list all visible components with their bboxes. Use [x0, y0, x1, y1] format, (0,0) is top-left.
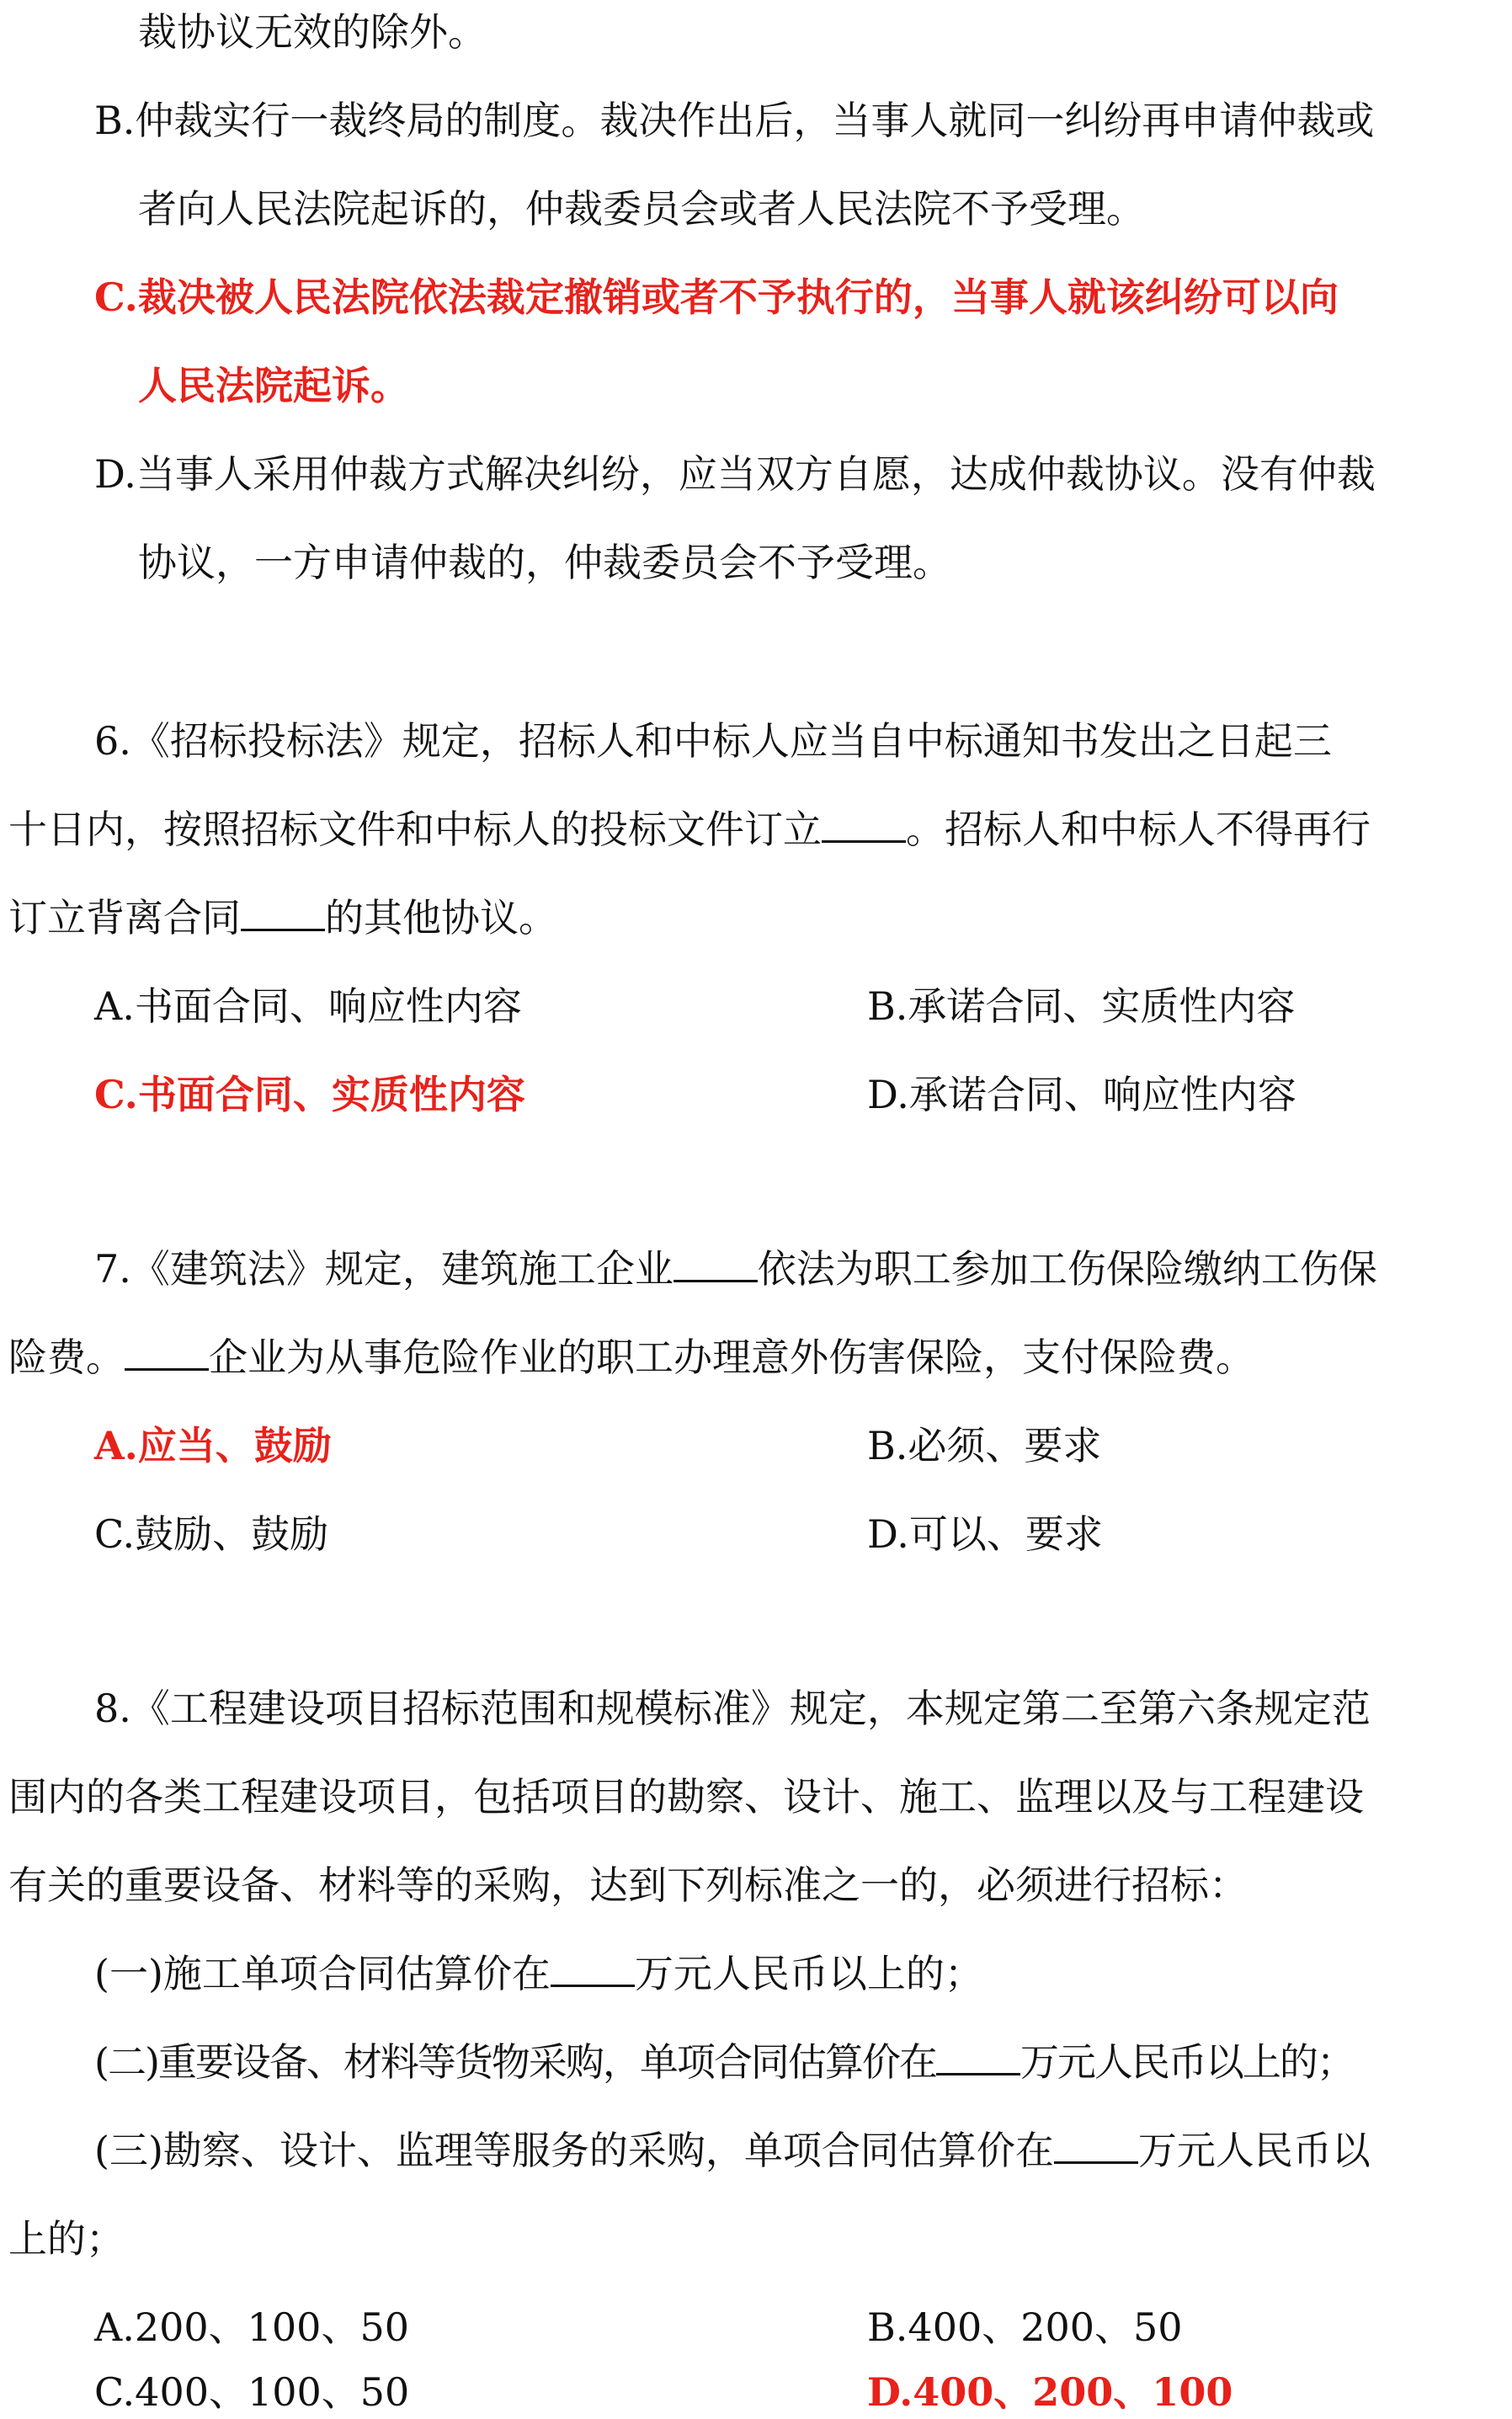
q7-option-b: B.必须、要求	[867, 1423, 1102, 1468]
q7-stem-line2	[8, 1330, 1254, 1384]
q7-stem-line2-text-b: 企业为从事危险作业的职工办理意外伤害保险，支付保险费。	[209, 1335, 1254, 1380]
q6-stem-line3	[8, 891, 557, 945]
q7-option-a-answer: A.应当、鼓励	[94, 1423, 332, 1468]
q6-blank-1	[822, 807, 906, 843]
q8-item-2-text-a: (二)重要设备、材料等货物采购，单项合同估算价在	[94, 2039, 936, 2085]
q8-option-a: A.200、100、50	[94, 2304, 409, 2350]
q7-stem-line1-text-b: 依法为职工参加工伤保险缴纳工伤保	[757, 1246, 1377, 1292]
q6-blank-2	[241, 895, 325, 931]
q5-option-c-answer-line1: C.裁决被人民法院依法裁定撤销或者不予执行的，当事人就该纠纷可以向	[94, 274, 1339, 320]
q6-option-c-answer: C.书面合同、实质性内容	[94, 1072, 525, 1117]
q8-item-1-text-b: 万元人民币以上的；	[634, 1951, 983, 1996]
q8-item-3	[94, 2123, 1371, 2177]
q7-stem-line2-text-a: 险费。	[8, 1335, 125, 1380]
q5-option-c-answer-line2: 人民法院起诉。	[138, 363, 409, 408]
q8-option-c: C.400、100、50	[94, 2369, 410, 2415]
q8-item-3-text-b: 万元人民币以	[1137, 2128, 1371, 2173]
q8-blank-1	[551, 1951, 635, 1987]
q8-stem-line3: 有关的重要设备、材料等的采购，达到下列标准之一的，必须进行招标：	[8, 1862, 1248, 1908]
q8-item-3-text-a: (三)勘察、设计、监理等服务的采购，单项合同估算价在	[94, 2128, 1054, 2173]
q6-option-b: B.承诺合同、实质性内容	[867, 983, 1296, 1029]
q6-option-a: A.书面合同、响应性内容	[94, 983, 522, 1029]
q8-item-2-text-b: 万元人民币以上的；	[1020, 2039, 1354, 2085]
q8-stem-line1: 8.《工程建设项目招标范围和规模标准》规定，本规定第二至第六条规定范	[94, 1686, 1371, 1731]
q8-option-b: B.400、200、50	[867, 2304, 1183, 2350]
q5-option-b-line2: 者向人民法院起诉的，仲裁委员会或者人民法院不予受理。	[138, 186, 1145, 232]
q6-stem-line1: 6.《招标投标法》规定，招标人和中标人应当自中标通知书发出之日起三	[94, 718, 1332, 764]
q8-item-3-continued: 上的；	[8, 2216, 125, 2262]
q8-stem-line2: 围内的各类工程建设项目，包括项目的勘察、设计、施工、监理以及与工程建设	[8, 1774, 1364, 1820]
q5-option-b-line1: B.仲裁实行一裁终局的制度。裁决作出后，当事人就同一纠纷再申请仲裁或	[94, 98, 1375, 143]
q7-option-d: D.可以、要求	[867, 1511, 1103, 1557]
q6-stem-line2-text-b: 。招标人和中标人不得再行	[906, 807, 1371, 852]
q5-option-d-line1: D.当事人采用仲裁方式解决纠纷，应当双方自愿，达成仲裁协议。没有仲裁	[94, 451, 1376, 497]
q5-option-d-line2: 协议，一方申请仲裁的，仲裁委员会不予受理。	[138, 540, 951, 585]
q7-stem-line1	[94, 1242, 1377, 1296]
q8-item-1	[94, 1947, 983, 2001]
q8-item-2	[94, 2035, 1354, 2089]
q8-item-1-text-a: (一)施工单项合同估算价在	[94, 1951, 551, 1996]
q5-continued-text: 裁协议无效的除外。	[138, 9, 487, 55]
q6-stem-line2-text-a: 十日内，按照招标文件和中标人的投标文件订立	[8, 807, 822, 852]
q6-stem-line3-text-a: 订立背离合同	[8, 895, 241, 940]
q7-option-c: C.鼓励、鼓励	[94, 1511, 329, 1557]
q6-option-d: D.承诺合同、响应性内容	[867, 1072, 1296, 1117]
q6-stem-line3-text-b: 的其他协议。	[325, 895, 557, 940]
q8-option-d-answer: D.400、200、100	[867, 2369, 1233, 2415]
q7-blank-2	[125, 1335, 209, 1371]
q8-blank-3	[1054, 2128, 1138, 2164]
q6-stem-line2	[8, 802, 1371, 856]
q7-stem-line1-text-a: 7.《建筑法》规定，建筑施工企业	[94, 1246, 673, 1292]
q7-blank-1	[673, 1246, 758, 1282]
q8-blank-2	[936, 2039, 1020, 2075]
